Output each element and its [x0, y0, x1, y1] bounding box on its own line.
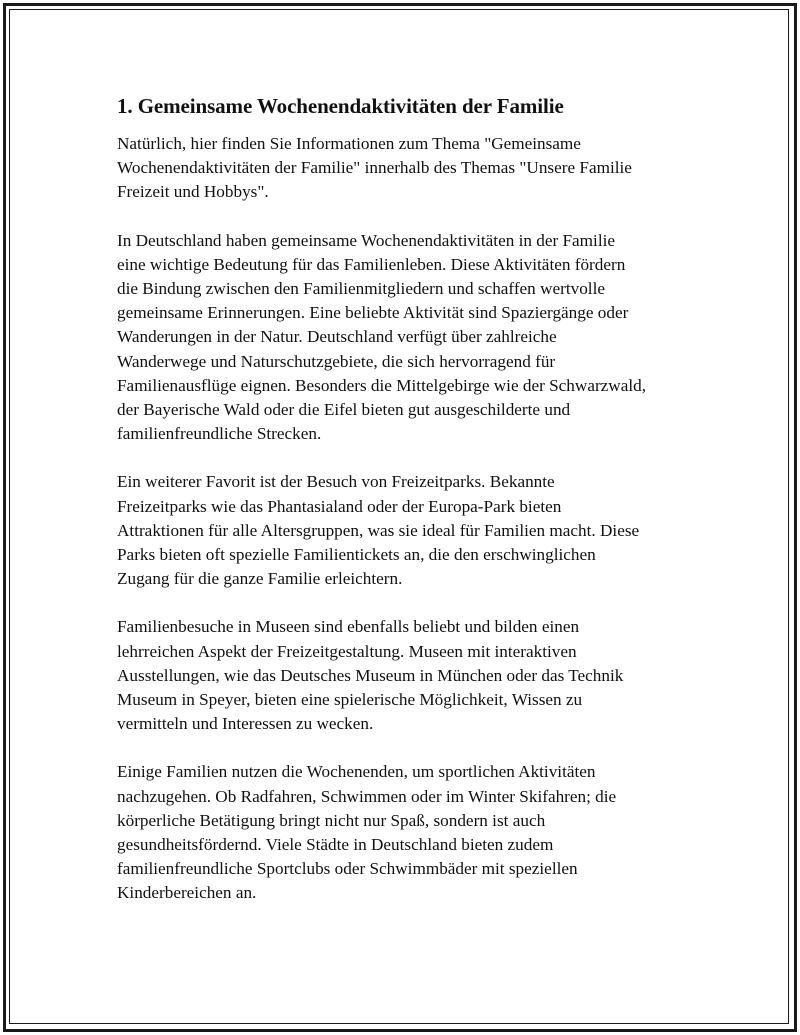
paragraph-sports: Einige Familien nutzen die Wochenenden, um sportlichen Aktivitäten nachzugehen. Ob Radfahren, Schwimmen oder im Winter Skifahren; die körperliche Betätigung bringt nicht nur Spaß, sondern ist auch gesundheitsfördernd. Viele Städte in Deutschland bieten zudem familienfreundliche Sportclubs oder Schwimmbäder mit speziellen Kinderbereichen an. [117, 762, 617, 903]
paragraph-nature-walks: In Deutschland haben gemeinsame Wochenendaktivitäten in der Familie eine wichtige Bedeutung für das Familienleben. Diese Aktivitäten fördern die Bindung zwischen den Familienmitgliedern und schaffen wertvolle gemeinsame Erinnerungen. Eine beliebte Aktivität sind Spaziergänge oder Wanderungen in der Natur. Deutschland verfügt über zahlreiche Wanderwege und Naturschutzgebiete, die sich hervorragend für Familienausflüge eignen. Besonders die Mittelgebirge wie der Schwarzwald, der Bayerische Wald oder die Eifel bieten gut ausgeschilderte und familienfreundliche Strecken. [117, 230, 647, 444]
paragraph-museums: Familienbesuche in Museen sind ebenfalls beliebt und bilden einen lehrreichen Aspekt der Freizeitgestaltung. Museen mit interaktiven Ausstellungen, wie das Deutsches Museum in München oder das Technik Museum in Speyer, bieten eine spielerische Möglichkeit, Wissen zu vermitteln und Interessen zu wecken. [117, 617, 624, 734]
paragraph-theme-parks: Ein weiterer Favorit ist der Besuch von Freizeitparks. Bekannte Freizeitparks wie das Phantasialand oder der Europa-Park bieten Attraktionen für alle Altersgruppen, was sie ideal für Familien macht. Diese Parks bieten oft spezielle Familientickets an, die den erschwinglichen Zugang für die ganze Familie erleichtern. [117, 472, 640, 589]
paragraph-intro: Natürlich, hier finden Sie Informationen zum Thema "Gemeinsame Wochenendaktivitäten der Familie" innerhalb des Themas "Unsere Familie Freizeit und Hobbys". [117, 134, 632, 202]
section-heading: 1. Gemeinsame Wochenendaktivitäten der Familie [117, 94, 564, 118]
document-body [117, 92, 697, 930]
